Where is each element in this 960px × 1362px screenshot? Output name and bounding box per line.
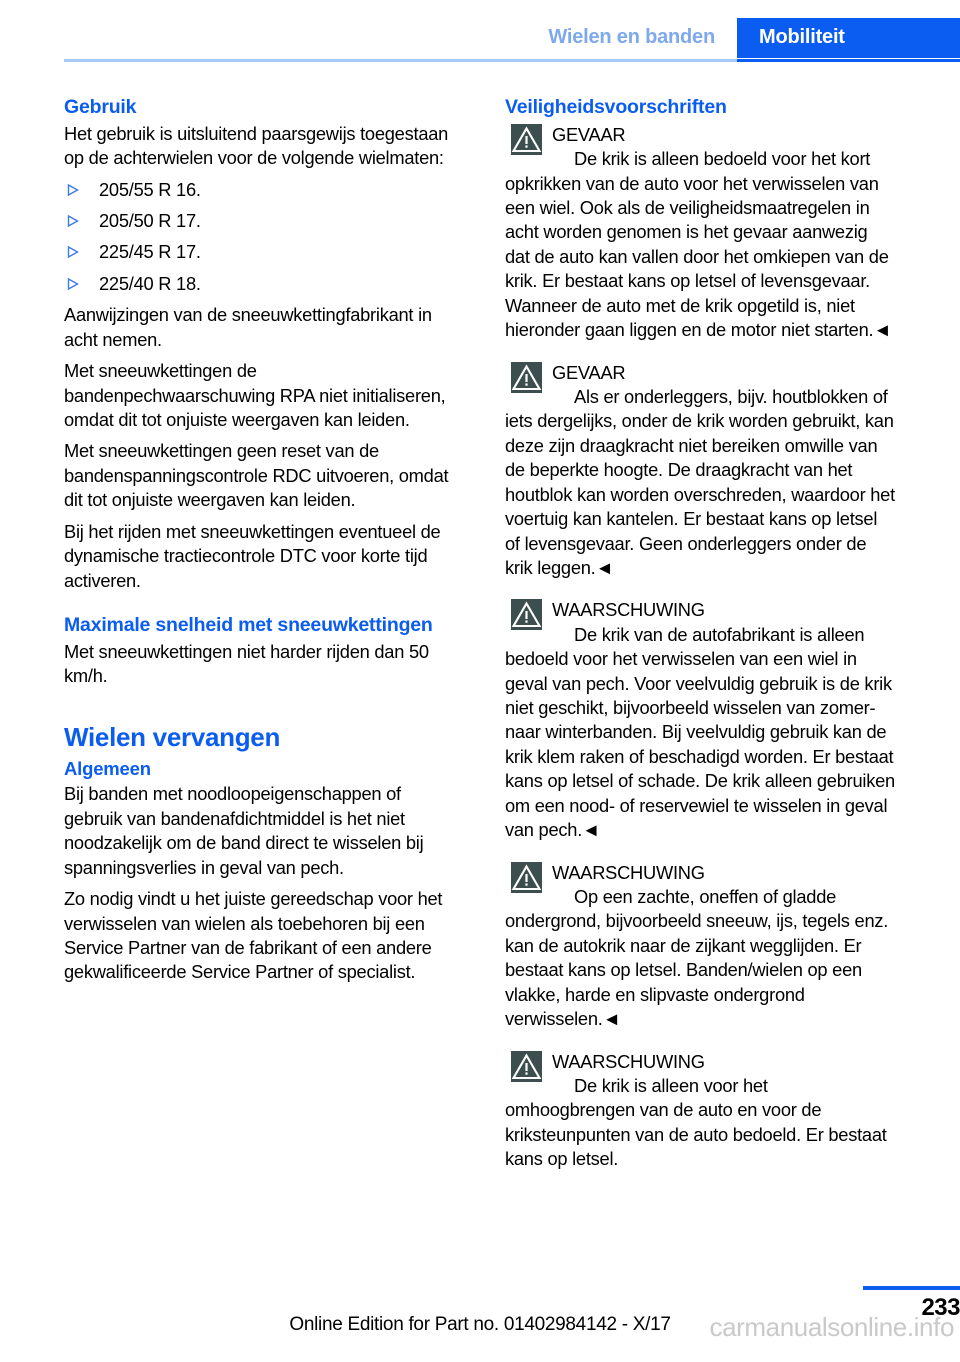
triangle-bullet-icon [67, 215, 79, 227]
warning-label: WAARSCHUWING [552, 1050, 705, 1072]
spacer [505, 1042, 896, 1049]
triangle-bullet-icon [67, 184, 79, 196]
warning-block [505, 597, 896, 842]
spacer [64, 600, 455, 614]
list-item [64, 178, 455, 202]
warning-triangle-icon [511, 124, 542, 155]
warning-text: De krik is alleen bedoeld voor het kort opkrikken van de auto voor het verwisselen van een wiel. Ook als de veiligheidsmaatregelen in acht worden genomen is het gevaar aanwezig dat de auto kan vallen door het omkiepen van de krik. Er bestaat kans op letsel of levensgevaar. Wanneer de auto met de krik opgetild is, niet hieronder gaan liggen en de motor niet starten.◄ [505, 148, 892, 341]
watermark: carmanualsonline.info [709, 1312, 954, 1342]
warning-text: De krik van de autofabrikant is alleen bedoeld voor het verwisselen van een wiel in geval van pech. Voor veelvuldig gebruik is de krik niet geschikt, bijvoorbeeld wisselen van zomer- naar winterbanden. Bij veelvuldig gebruik kan de krik klem raken of beschadigd worden. Er bestaat kans op letsel of schade. De krik alleen gebruiken om een nood- of reservewiel te wisselen in geval van pech.◄ [505, 623, 895, 841]
left-column [64, 96, 455, 1182]
warning-label: GEVAAR [552, 361, 626, 383]
warning-triangle-icon [511, 1051, 542, 1082]
header-section-label: Mobiliteit [737, 18, 960, 58]
spacer [64, 696, 455, 722]
triangle-bullet-icon [67, 278, 79, 290]
edition-note: Online Edition for Part no. 01402984142 - X/17 [289, 1314, 671, 1335]
paragraph-rdc: Met sneeuwkettingen geen reset van de bandenspanningscontrole RDC uitvoeren, omdat dit tot onjuiste weergaven kan leiden. [64, 440, 449, 511]
list-item-label: 205/50 R 17. [99, 210, 201, 232]
spacer [505, 590, 896, 597]
paragraph-max-speed: Met sneeuwkettingen niet harder rijden dan 50 km/h. [64, 640, 429, 687]
warning-label: WAARSCHUWING [552, 861, 705, 883]
header-divider-accent [737, 59, 960, 62]
list-item-label: 205/55 R 16. [99, 178, 201, 200]
heading-veiligheidsvoorschriften: Veiligheidsvoorschriften [505, 96, 727, 118]
running-header [0, 0, 960, 62]
header-chapter-label: Wielen en banden [548, 26, 715, 48]
list-item-label: 225/45 R 17. [99, 241, 201, 263]
warning-block [505, 860, 896, 1032]
heading-gebruik: Gebruik [64, 96, 137, 118]
warning-triangle-icon [511, 599, 542, 630]
paragraph-dtc: Bij het rijden met sneeuwkettingen eventueel de dynamische tractiecontrole DTC voor korte tijd activeren. [64, 520, 441, 591]
warning-block [505, 1049, 896, 1172]
heading-algemeen: Algemeen [64, 758, 151, 780]
wheel-size-list [64, 178, 455, 297]
warning-block [505, 360, 896, 581]
warning-text: Op een zachte, oneffen of gladde ondergrond, bijvoorbeeld sneeuw, ijs, tegels enz. kan de autokrik naar de zijkant wegglijden. Er bestaat kans op letsel. Banden/wielen op een vlakke, harde en slipvaste ondergrond verwisselen.◄ [505, 886, 889, 1030]
warning-triangle-icon [511, 362, 542, 393]
paragraph-algemeen-2: Zo nodig vindt u het juiste gereedschap voor het verwisselen van wielen als toebehoren bij een Service Partner van de fabrikant of een andere gekwalificeerde Service Partner of specialist. [64, 888, 443, 983]
list-item [64, 209, 455, 233]
spacer [505, 853, 896, 860]
right-column [505, 96, 896, 1182]
warning-text: Als er onderleggers, bijv. houtblokken of iets dergelijks, onder de krik worden gebruikt, kan deze zijn draagkracht niet bereiken omwille van de beperkte hoogte. De draagkracht van het houtblok kan worden overschreden, waardoor het voertuig kan kantelen. Er bestaat kans op letsel of levensgevaar. Geen onderleggers onder de krik leggen.◄ [505, 386, 895, 578]
paragraph-snow-chain-manufacturer: Aanwijzingen van de sneeuwkettingfabrikant in acht nemen. [64, 304, 432, 350]
list-item-label: 225/40 R 18. [99, 272, 201, 294]
warning-block [505, 122, 896, 343]
triangle-bullet-icon [67, 246, 79, 258]
paragraph-algemeen-1: Bij banden met noodloopeigenschappen of gebruik van bandenafdichtmiddel is het niet noodzakelijk om de band direct te wisselen bij spanningsverlies in geval van pech. [64, 783, 424, 878]
list-item [64, 240, 455, 264]
page-footer [0, 1272, 960, 1362]
paragraph-rpa: Met sneeuwkettingen de bandenpechwaarschuwing RPA niet initialiseren, omdat dit tot onjuiste weergaven kan leiden. [64, 360, 446, 430]
warning-triangle-icon [511, 862, 542, 893]
page-number: 233 [921, 1294, 960, 1321]
list-item [64, 272, 455, 296]
warning-label: GEVAAR [552, 123, 626, 145]
warning-label: WAARSCHUWING [552, 599, 705, 621]
warning-text: De krik is alleen voor het omhoogbrengen van de auto en voor de kriksteunpunten van de auto bedoeld. Er bestaat kans op letsel. [505, 1074, 887, 1170]
heading-maximale-snelheid: Maximale snelheid met sneeuwkettingen [64, 613, 433, 636]
paragraph-gebruik-intro: Het gebruik is uitsluitend paarsgewijs toegestaan op de achterwielen voor de volgende wielmaten: [64, 122, 449, 169]
footer-divider-accent [863, 1286, 960, 1290]
page-title-wielen-vervangen: Wielen vervangen [64, 721, 281, 752]
spacer [505, 353, 896, 360]
page-columns [64, 96, 896, 1182]
